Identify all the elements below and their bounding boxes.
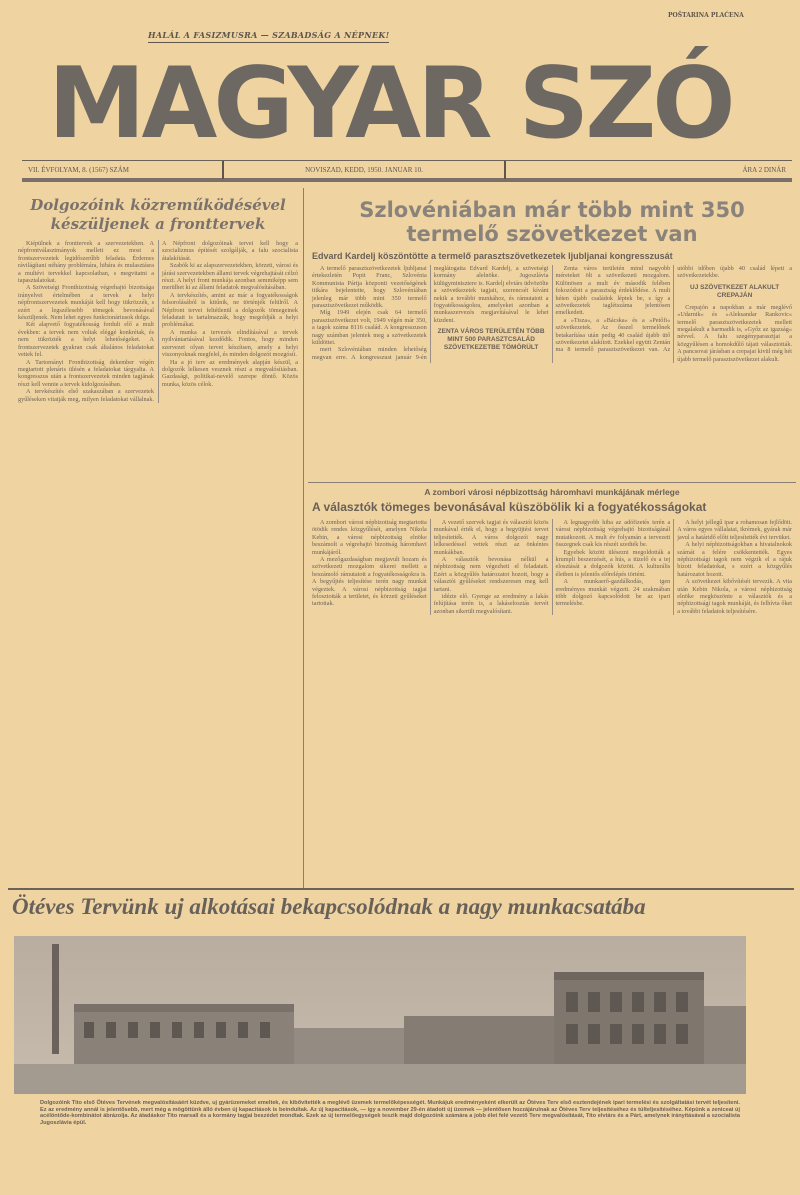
subhead-zenta: ZENTA VÁROS TERÜLETÉN TÖBB MINT 500 PARASZTCSALÁD SZÖVETKEZETBE TÖMÖRÜLT <box>437 328 545 352</box>
paragraph: A mezőgazdaságban megjavult hozam és szövetkezeti mozgalom sikerei mellett a beszámoló rámutatott a fogyatékosságokra is. A begyűjtés teljesítése terén nagy munkát végeztek. A városi népbizottság tagjai felosztották a területet, és körzeti gyűléseket tartottak. <box>312 556 427 608</box>
zombor-article-kicker: A zombori városi népbizottság háromhavi munkájának mérlege <box>424 487 680 497</box>
headline-line: termelő szövetkezet van <box>406 222 698 246</box>
zombor-article-body <box>312 519 792 615</box>
left-article <box>18 196 298 403</box>
main-article-headline <box>312 198 792 246</box>
paragraph: a »Tisza«, a »Bácska« és a »Petőfi« szövetkezetek. Az ősszel termelőnek betakarítása után pedig 40 család újabb ütő szövetkezetet alakított. Ezekkel együtt Zentán ma 8 termelő parasztszövetkezet van. Az utóbbi időben újabb 40 család lépett a szövetkezetekbe. <box>555 265 792 354</box>
photo-story-headline: Ötéves Tervünk uj alkotásai bekapcsolódnak a nagy munkacsatába <box>12 894 646 919</box>
paragraph: A Tartományi Fronthizottság dekember végén megtartott plenáris ülésén a feladatokat tárgyalta. A kongresszus után a frontszervezetek minden tagjának részt kell vennie a tervek kidolgozásában. <box>18 358 154 388</box>
paragraph: A helyi jellegű ipar a rohamosan fejlődött. A város egyes vállalatai, ikrémek, gyárak már javul a határidő előtt teljesítették évi tervüket. <box>677 519 792 541</box>
paragraph: A munkaerő-gazdálkodás, igen eredményes munkát végzett. 24 szakmában több dolgozó kapcsolódott be az ipari termelésbe. <box>555 578 671 608</box>
paragraph: mert Szlovéniában minden lehetőség megvan erre. A kongresszust január 9-én meglátogatta Edvard Kardelj, a szövetségi kormány alelnöke. Jugoszlávia külügyminisztere is. Kardelj elvtárs üdvözölte a szövetkezetek tagjait, szerencsét kívánt nekik a további munkához, és rámutatott a fogyatékosságokra, amelyeket azonban a munkaszervezés megjavításával le lehet küzdeni. <box>312 265 549 361</box>
paragraph: Míg 1949 elején csak 64 termelő parasztszövetkezet volt, 1949 végén már 350, a tagok száma 8116 család. A kongresszuson nagy számban jelentek meg a szövetkezetek küldöttei. <box>312 309 427 347</box>
paragraph: A tervkészítés első szakaszában a szervezetek gyűléseken vitatják meg, milyen feladatokat vállalnak. A Népfront dolgozóinak tervei kell hogy a szocializmus építését szolgálják, a falu szocialista átalakítását. <box>18 240 298 403</box>
main-article-subheadline: Edvard Kardelj köszöntötte a termelő parasztszövetkezetek ljubljanai kongresszusát <box>312 251 673 261</box>
issue-info-bar <box>22 160 792 182</box>
paragraph: A Szövetségi Fronthizottság végrehajtó bizottsága irányelvei értelmében a tervek a helyi népfrontszervezetek munkáját kell hogy tükrözzék, s ezért a legszélesebb tömegek bevonásával készüljenek. Nem lehet egyes funkcionáriusok dolga. <box>18 284 154 322</box>
paragraph: A tervkészítés, amint az már a fogyatékosságok felsorolásából is kitűnik, ne történjék felülről. A Népfront tervei feltétlenül a dolgozók tömegeinek feladatait is tartalmazzák, hogy megoldják a helyi problémákat. <box>162 291 298 329</box>
paragraph: A termelő parasztszövetkezetek ljubljanai értekezletén Popit Franc, Szlovénia Kommunista Pártja központi vezetőségének titkára bejelentette, hogy Szlovéniában jelenleg már több mint 350 termelő parasztszövetkezet működik. <box>312 265 427 310</box>
price: ÁRA 2 DINÁR <box>742 165 786 174</box>
headline-line: Szlovéniában már több mint 350 <box>359 198 745 222</box>
paragraph: A szövetkezet kibővítését tervezik. A vita után Kebin Nikola, a városi néphizottság elnöke megköszönte a választók és a néphizottsági tagok munkáját, és felhívta őket a további feladatok teljesítésére. <box>677 578 792 615</box>
photo-caption: Dolgozóink Tito első Ötéves Tervének megvalósításáért küzdve, uj gyárüzemeket emeltek, és kibővítették a meglévő üzemek termelőképességét. Munkájuk eredményeként elkerült az Ötéves Terv első esztendejének ipari termelési és szolgáltatási tervét teljesíteni. Ez az eredmény annál is jelentősebb, mert még a mögöttünk álló évben új kapacitások is beindultak. Az új kapacitások, — így a november 29-én átadott új üzemek — jelentősen hozzájárulnak az Ötéves Terv teljesítéséhez és túlteljesítéséhez. Képünk a zeniceai új acélöntőde-kombinátot ábrázolja. Az átadáskor Tito marsall és a kormány tagjai beszédet mondtak. Ezek az új termelőegységek teszik majd dolgozóink számára a jobb élet felé vezető Terv megvalósítását, Tito elvtárs és a Párt, amelynek irányításával a szocialista Jugoszlávia épül. <box>40 1100 740 1126</box>
paragraph: A zombori városi népbizottság megtartotta ötödik rendes közgyűlését, amelyen Nikola Kebin, a városi népbizottság elnöke beszámolt a végrehajtó bizottság háromhavi munkájáról. <box>312 519 427 556</box>
paragraph: Kiépülnek a fronttervek a szervezetekben. A népfrontválasztmányok mellett ez most a frontszervezetek legidőszerűbb feladata. Érdemes rávilágítani néhány problémára, hibára és mulasztásra a multévi tervekkel kapcsolatban, s megvitatni a tapasztalatokat. <box>18 240 154 285</box>
paragraph: Két alapvető fogyatékosság fordult elő a mult években: a tervek nem voltak eléggé konkrétak, és nem tükrözték a helyi lehetőségeket. A frontszervezetek gyakran csak általános feladatokat vettek fel. <box>18 321 154 359</box>
paragraph: A helyi néphizottságokban a hivatalnokok számát a felére csökkentették. Egyes néphizottsági tagok nem végzik el a rájuk bízott feladatokat, s ezért a közgyűlés határozatot hozott. <box>677 541 792 578</box>
issue-number: VII. ÉVFOLYAM, 8. (1567) SZÁM <box>28 165 129 174</box>
postage-paid-notice: POŠTARINA PLAĆENA <box>668 12 744 19</box>
factory-photo <box>14 936 746 1094</box>
paragraph: A vezető szervek tagjai és választói közös munkával érték el, hogy a begyüjtési tervet teljesítették. A város dolgozói nagy lelkesedéssel vettek részt az önkéntes munkákban. <box>433 519 549 556</box>
paragraph: Egyebek között ülésezni megoldották a krumpli beszerzését, a hús, a tüzelő és a tej elosztását a dolgozók között. A kulturális életben is jelentős előrelépés történt. <box>555 548 671 578</box>
main-article-body <box>312 265 792 363</box>
paragraph: idézte elő. Gyenge az eredmény a lakás felújítása terén is, a lakáselosztás tervét azonban sikerült megvalósítani. <box>433 593 549 615</box>
subhead-crepaja: UJ SZÖVETKEZET ALAKULT CREPAJÁN <box>690 283 780 299</box>
zombor-article-headline: A választók tömeges bevonásával küszöbölik ki a fogyatékosságokat <box>312 500 707 514</box>
paragraph: Ha a jó terv az eredmények alapján készül, a dolgozók lelkesen vesznek részt a megvalósításban. Gazdasági, politikai-nevelő szerepe döntő. Közös munka, közös célok. <box>162 358 298 388</box>
paragraph: A választók bevonása nélkül a népbizottság nem végezheti el feladatait. Ezért a közgyűlés határozatot hozott, hogy a választói gyűléseket rendszeresen meg kell tartani. <box>433 556 549 593</box>
paragraph: Szabók ki az alapszervezetekben, körzeti, városi és járási szervezetekben állami tervek végrehajtását célzó részt. A helyi front munkája azonban semmiképp sem merülhet ki az állami feladatok megvalósításában. <box>162 262 298 292</box>
paragraph: Crepajón a napokban a már meglévő »Udarnik« és »Aleksandar Rankovic« termelő parasztszövetkezetek mellett megalakult a harmadik is, »Győz az igazság« névvel. A falu szegényparasztjai a közgyűlésen a homokdűlő tájait választották. A pancsovai járásban a crepajai kivül még hét újabb termelő parasztszövetkezet alakult. <box>677 303 792 363</box>
column-rule <box>303 188 304 888</box>
dateline: NOVISZAD, KEDD, 1950. JANUAR 10. <box>305 165 423 174</box>
left-article-headline: Dolgozóink közreműködésével készüljenek a fronttervek <box>30 196 286 233</box>
left-article-body <box>18 240 298 403</box>
newspaper-title: MAGYAR SZÓ <box>48 47 732 161</box>
masthead-slogan: HALÁL A FASIZMUSRA — SZABADSÁG A NÉPNEK! <box>148 30 389 43</box>
section-rule <box>8 888 794 890</box>
section-rule <box>308 482 796 483</box>
paragraph: A legnagyobb hiba az adófizetés terén a városi népbizottság végrehajtó bizottságánál mutatkozott. A mult év folyamán a tervezett összegnek csak kis részét szedték be. <box>555 519 671 549</box>
zombor-article <box>312 487 792 615</box>
paragraph: Zenta város területén mind nagyobb méreteket ölt a szövetkezeti mozgalom. Különösen a mult év második felében fokozódott a parasztság érdeklődése. A mult héten újabb családok léptek be, s így a szövetkezetek taglétszáma jelentősen emelkedett. <box>555 265 671 317</box>
main-article <box>312 198 792 363</box>
paragraph: A munka a tervezés elindításával a tervek nyilvántartásával kezdődik. Fontos, hogy minden szervezet olyan tervet készítsen, amely a helyi viszonyoknak megfelel, és minden dolgozót mozgósít. <box>162 328 298 359</box>
